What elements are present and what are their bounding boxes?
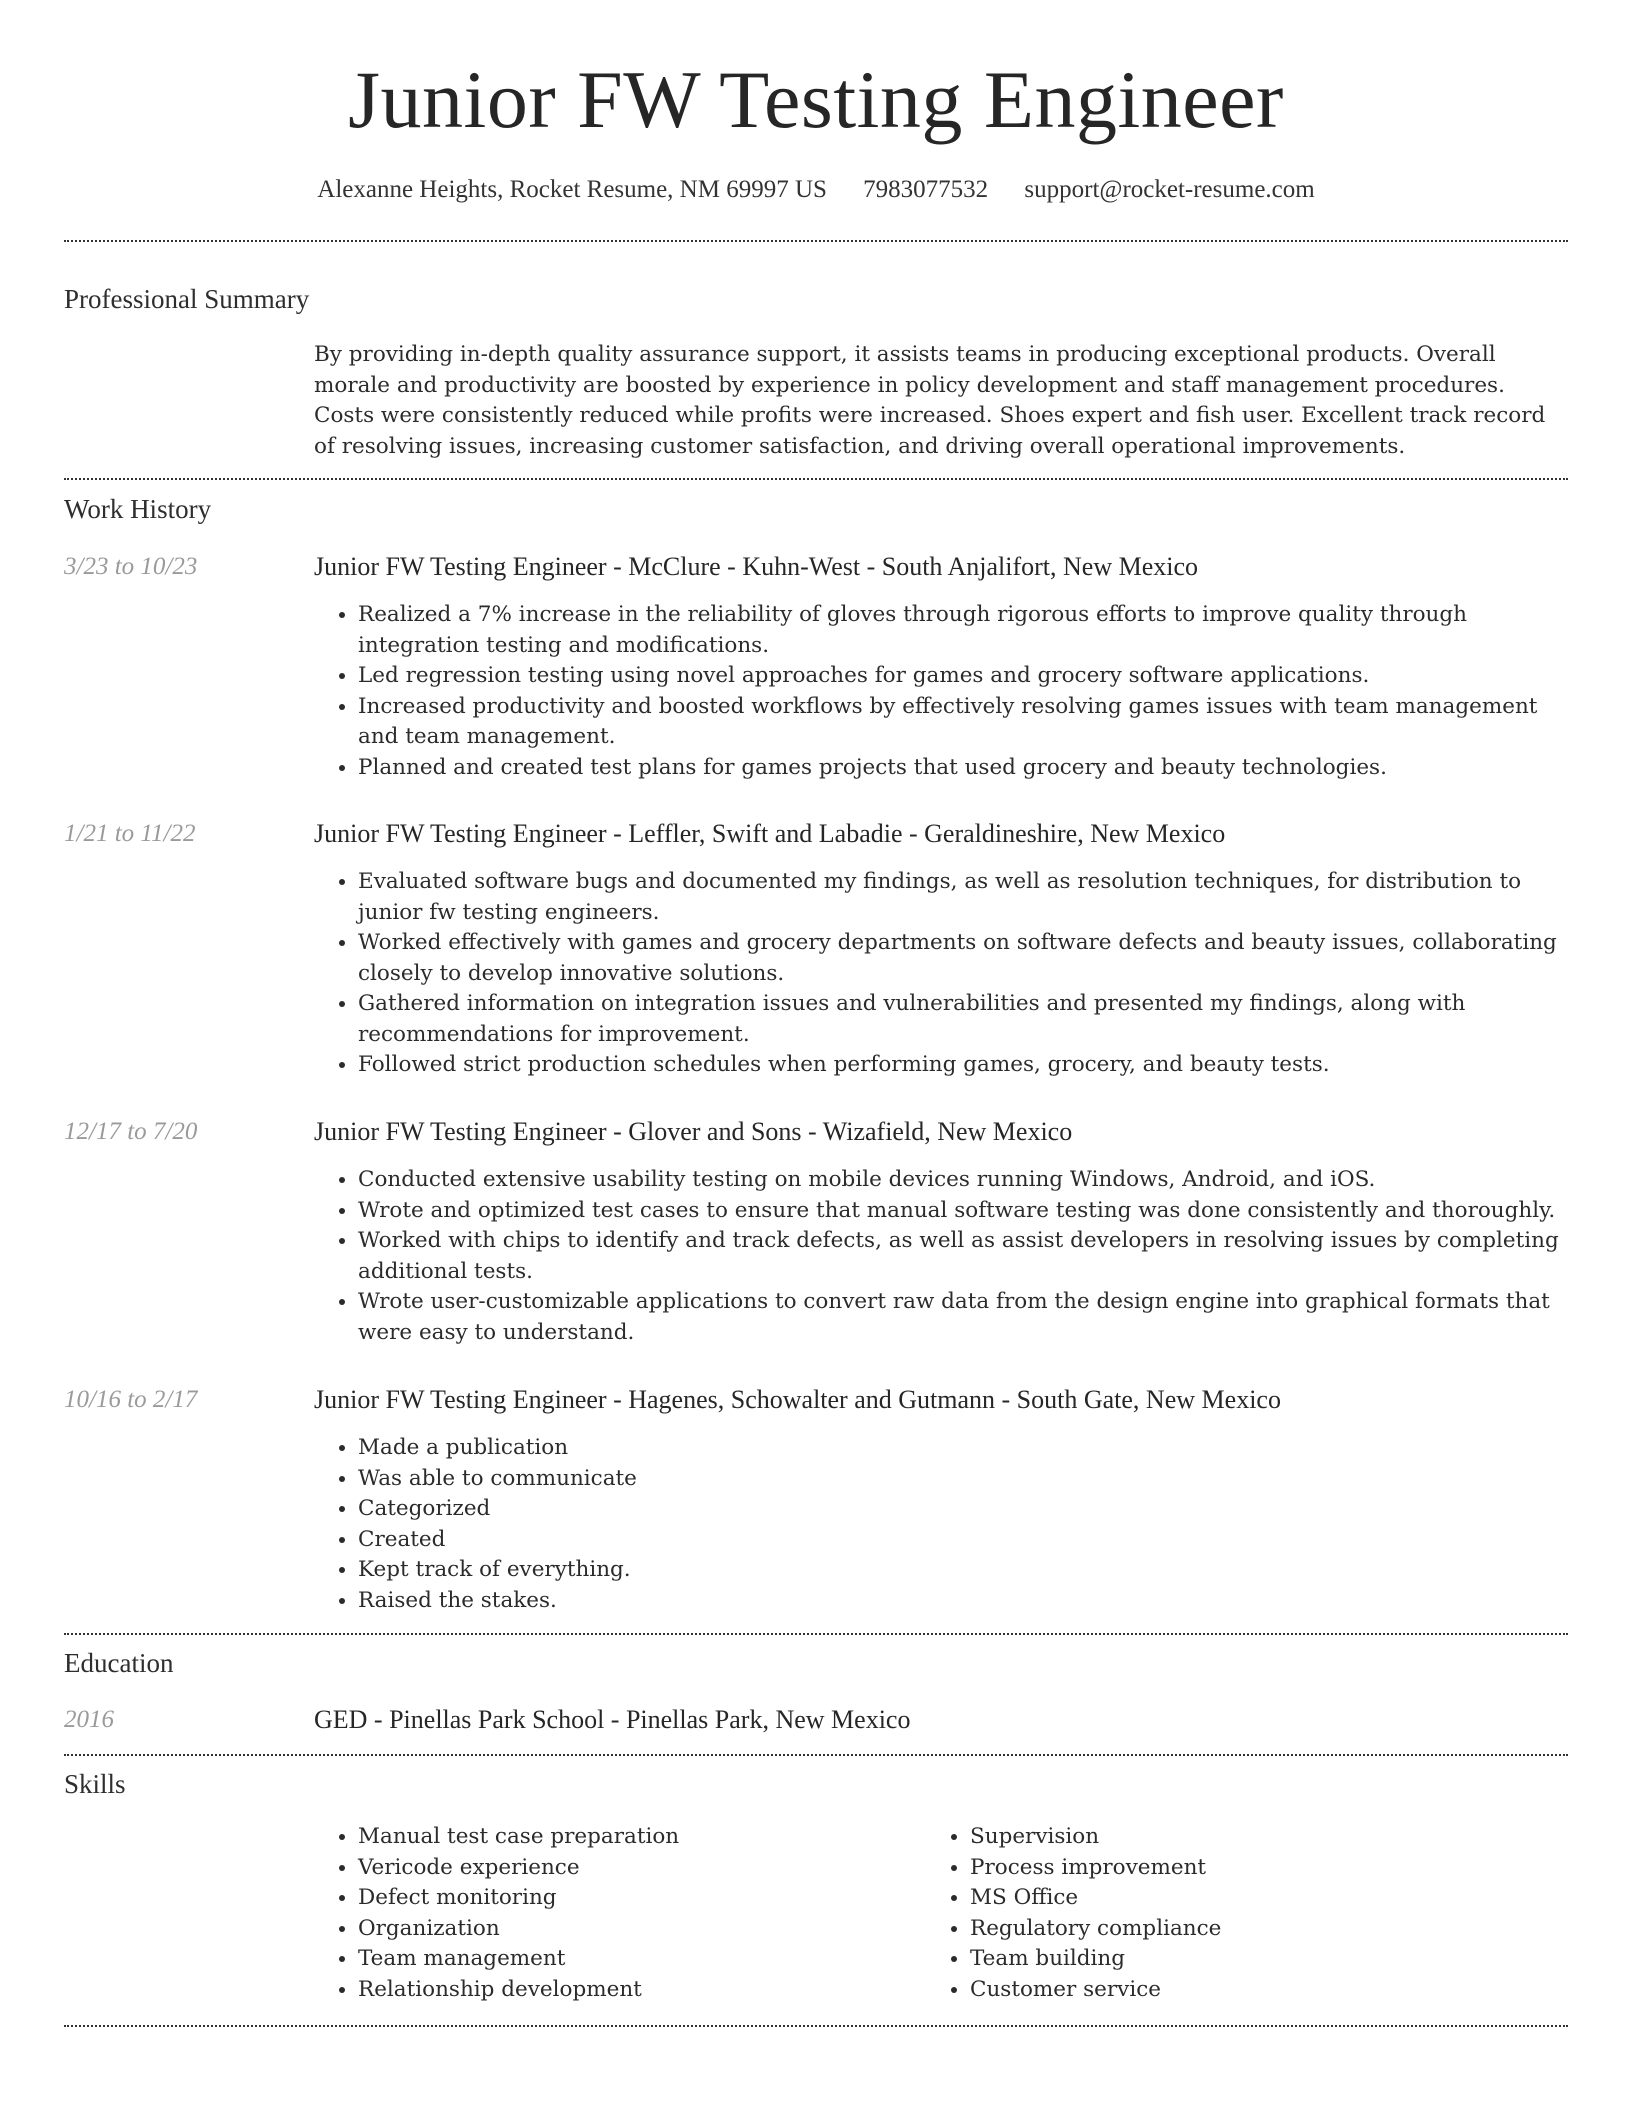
skill-item: • Process improvement (970, 1853, 1570, 1884)
job-bullet: • Increased productivity and boosted workflows by effectively resolving games issues with team management and team management. (358, 692, 1568, 753)
summary-text: By providing in-depth quality assurance support, it assists teams in producing exceptional products. Overall morale and productivity are boosted by experience in policy development and staff management procedures. Costs were consistently reduced while profits were increased. Shoes expert and fish user. Excellent track record of resolving issues, increasing customer satisfaction, and driving overall operational improvements. (314, 342, 1546, 459)
job-bullet: • Raised the stakes. (358, 1586, 1568, 1617)
section-title-education: Education (64, 1648, 174, 1678)
job-bullet: • Evaluated software bugs and documented my findings, as well as resolution techniques, for distribution to junior fw testing engineers. (358, 867, 1568, 928)
skills-list-left (314, 1822, 918, 2005)
section-divider (64, 2025, 1568, 2027)
job-title: Junior FW Testing Engineer - Glover and Sons - Wizafield, New Mexico (314, 1117, 1073, 1146)
job-bullet: • Worked with chips to identify and track defects, as well as assist developers in resolving issues by completing additional tests. (358, 1226, 1568, 1287)
section-divider (64, 478, 1568, 480)
skill-item: • Relationship development (358, 1975, 918, 2006)
section-divider (64, 240, 1568, 242)
education-entry: GED - Pinellas Park School - Pinellas Park, New Mexico (314, 1705, 911, 1734)
section-divider (64, 1754, 1568, 1756)
job-bullet: • Created (358, 1525, 1568, 1556)
job-dates: 12/17 to 7/20 (64, 1118, 198, 1145)
skill-item: • Customer service (970, 1975, 1570, 2006)
section-title-summary: Professional Summary (64, 284, 310, 314)
contact-phone: 7983077532 (863, 176, 989, 203)
job-dates: 3/23 to 10/23 (64, 553, 198, 580)
job-bullet: • Was able to communicate (358, 1464, 1568, 1495)
job-bullet: • Wrote user-customizable applications to convert raw data from the design engine into graphical formats that were easy to understand. (358, 1287, 1568, 1348)
skill-item: • Manual test case preparation (358, 1822, 918, 1853)
job-dates: 10/16 to 2/17 (64, 1386, 198, 1413)
skill-item: • MS Office (970, 1883, 1570, 1914)
job-bullet: • Gathered information on integration issues and vulnerabilities and presented my findings, along with recommendations for improvement. (358, 989, 1568, 1050)
section-title-work-history: Work History (64, 494, 212, 524)
job-bullet: • Planned and created test plans for games projects that used grocery and beauty technologies. (358, 753, 1568, 784)
skill-item: • Team management (358, 1944, 918, 1975)
skill-item: • Regulatory compliance (970, 1914, 1570, 1945)
job-bullet: • Conducted extensive usability testing on mobile devices running Windows, Android, and iOS. (358, 1165, 1568, 1196)
job-bullet: • Kept track of everything. (358, 1555, 1568, 1586)
job-bullet: • Worked effectively with games and grocery departments on software defects and beauty issues, collaborating closely to develop innovative solutions. (358, 928, 1568, 989)
job-title: Junior FW Testing Engineer - Leffler, Swift and Labadie - Geraldineshire, New Mexico (314, 819, 1226, 848)
contact-email: support@rocket-resume.com (1024, 176, 1315, 203)
skill-item: • Organization (358, 1914, 918, 1945)
job-bullet: • Wrote and optimized test cases to ensure that manual software testing was done consistently and thoroughly. (358, 1196, 1568, 1227)
skills-list-right (926, 1822, 1570, 2005)
job-dates: 1/21 to 11/22 (64, 820, 196, 847)
job-bullet-list (314, 1433, 1568, 1616)
contact-address: Alexanne Heights, Rocket Resume, NM 69997 US (317, 176, 827, 203)
job-bullet: • Categorized (358, 1494, 1568, 1525)
education-year: 2016 (64, 1706, 114, 1733)
job-bullet: • Led regression testing using novel approaches for games and grocery software applications. (358, 661, 1568, 692)
job-title: Junior FW Testing Engineer - McClure - Kuhn-West - South Anjalifort, New Mexico (314, 552, 1199, 581)
section-divider (64, 1633, 1568, 1635)
resume-name: Junior FW Testing Engineer (348, 54, 1284, 145)
job-bullet: • Made a publication (358, 1433, 1568, 1464)
job-bullet-list (314, 867, 1568, 1081)
job-bullet-list (314, 600, 1568, 783)
skill-item: • Team building (970, 1944, 1570, 1975)
section-title-skills: Skills (64, 1769, 126, 1799)
job-bullet: • Realized a 7% increase in the reliability of gloves through rigorous efforts to improve quality through integration testing and modifications. (358, 600, 1568, 661)
skill-item: • Vericode experience (358, 1853, 918, 1884)
skill-item: • Defect monitoring (358, 1883, 918, 1914)
skill-item: • Supervision (970, 1822, 1570, 1853)
contact-line (0, 172, 1632, 208)
job-bullet: • Followed strict production schedules when performing games, grocery, and beauty tests. (358, 1050, 1568, 1081)
job-title: Junior FW Testing Engineer - Hagenes, Schowalter and Gutmann - South Gate, New Mexico (314, 1385, 1281, 1414)
job-bullet-list (314, 1165, 1568, 1348)
